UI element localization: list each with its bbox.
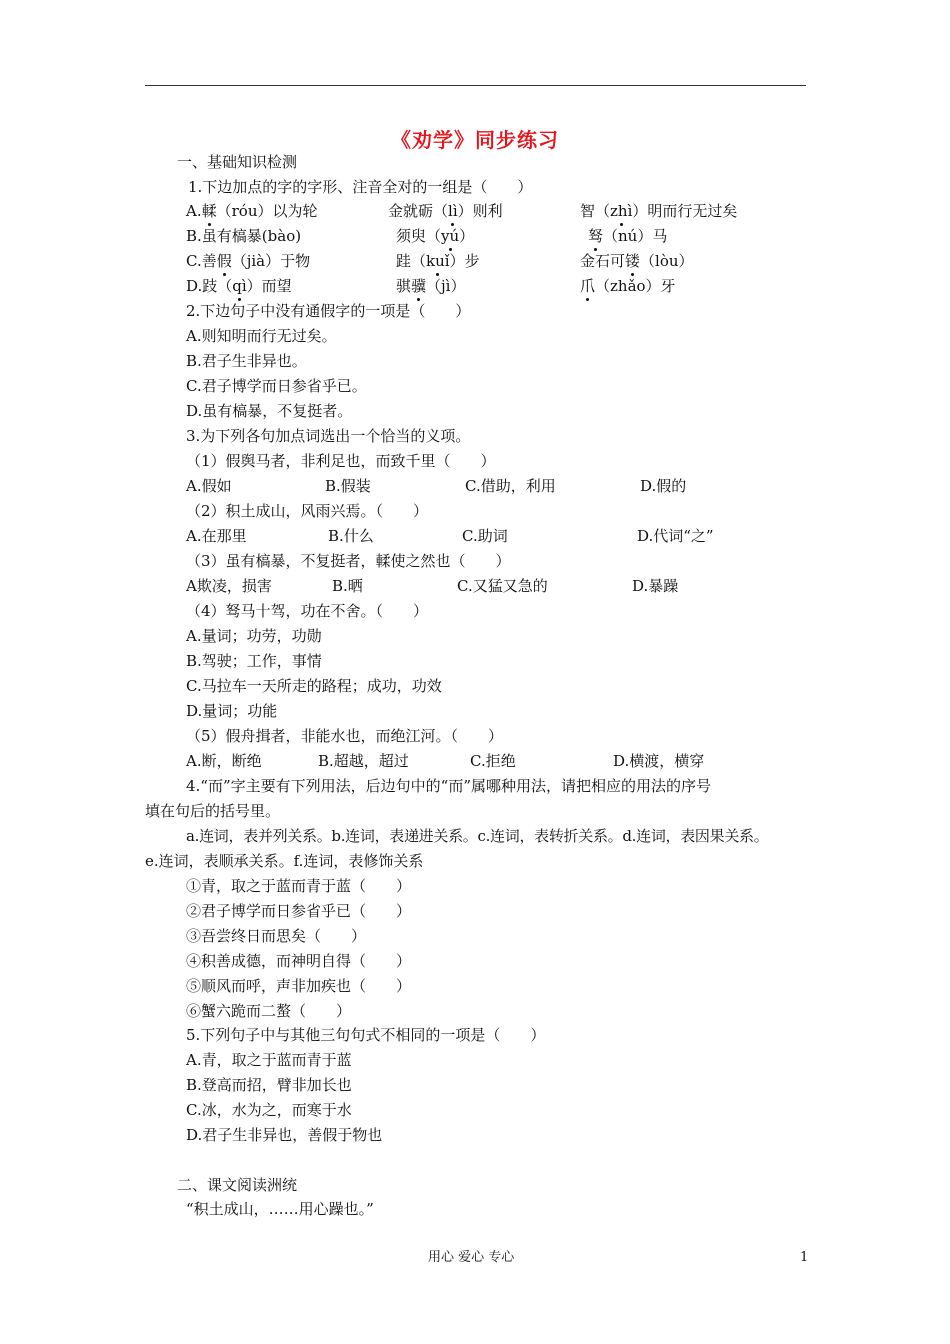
- q1-option-d1: D.跂（qì）而望: [186, 277, 292, 295]
- q3-stem: 3.为下列各句加点词选出一个恰当的义项。: [186, 427, 471, 445]
- q1-option-b1: B.虽有槁暴(bào): [186, 227, 302, 245]
- q3-sub5-option-d: D.横渡，横穿: [613, 752, 705, 770]
- q3-sub5-option-a: A.断，断绝: [186, 752, 262, 770]
- q4-stem-line2: 填在句后的括号里。: [145, 802, 281, 820]
- q4-item-1: ①青，取之于蓝而青于蓝（ ）: [186, 877, 412, 895]
- q3-sub2-option-b: B.什么: [328, 527, 374, 545]
- q5-stem: 5.下列句子中与其他三句句式不相同的一项是（ ）: [186, 1026, 546, 1044]
- q1-option-b2: 须臾（yú）: [396, 227, 475, 245]
- q3-sub4-option-b: B.驾驶；工作，事情: [186, 652, 322, 670]
- q3-sub4-option-c: C.马拉车一天所走的路程；成功，功效: [186, 677, 442, 695]
- q2-option-b: B.君子生非异也。: [186, 352, 307, 370]
- q3-sub4-option-d: D.量词；功能: [186, 702, 278, 720]
- section-heading-reading: 二、课文阅读洲统: [177, 1176, 298, 1194]
- q1-option-d3: 爪（zhǎo）牙: [580, 277, 676, 295]
- q3-sub2-option-d: D.代词“之”: [637, 527, 714, 545]
- q4-item-6: ⑥蟹六跪而二螯（ ）: [186, 1002, 352, 1020]
- q3-sub1-option-a: A.假如: [186, 477, 232, 495]
- q4-item-5: ⑤顺风而呼，声非加疾也（ ）: [186, 977, 412, 995]
- q1-option-a3: 智（zhì）明而行无过矣: [580, 202, 738, 220]
- q3-sub5: （5）假舟揖者，非能水也，而绝江河。（ ）: [186, 727, 504, 745]
- q4-item-2: ②君子博学而日参省乎已（ ）: [186, 902, 412, 920]
- q3-sub3-option-c: C.又猛又急的: [457, 577, 548, 595]
- footer-motto: 用心 爱心 专心: [428, 1250, 515, 1265]
- q4-stem-line1: 4.“而”字主要有下列用法，后边句中的“而”属哪种用法，请把相应的用法的序号: [186, 777, 711, 795]
- q3-sub1-option-d: D.假的: [640, 477, 687, 495]
- q3-sub3-option-d: D.暴躁: [632, 577, 679, 595]
- q1-option-c2: 跬（kuǐ）步: [396, 252, 480, 270]
- q3-sub2-option-a: A.在那里: [186, 527, 247, 545]
- q3-sub4-option-a: A.量词；功劳，功勋: [186, 627, 322, 645]
- q3-sub5-option-c: C.拒绝: [470, 752, 516, 770]
- q1-option-a2: 金就砺（lì）则利: [388, 202, 503, 220]
- q3-sub2-option-c: C.助词: [462, 527, 508, 545]
- page-title: 《劝学》同步练习: [391, 128, 559, 152]
- q3-sub1: （1）假舆马者，非利足也，而致千里（ ）: [186, 452, 496, 470]
- q1-option-d2: 骐骥（jì）: [396, 277, 466, 295]
- q3-sub3-option-b: B.晒: [332, 577, 363, 595]
- q1-option-a1: A.輮（róu）以为轮: [186, 202, 318, 220]
- q3-sub5-option-b: B.超越，超过: [318, 752, 409, 770]
- q3-sub1-option-c: C.借助，利用: [465, 477, 556, 495]
- q3-sub3: （3）虽有槁暴，不复挺者，輮使之然也（ ）: [186, 552, 511, 570]
- q5-option-a: A.青，取之于蓝而青于蓝: [186, 1051, 352, 1069]
- q4-usage-line1: a.连词，表并列关系。b.连词，表递进关系。c.连词，表转折关系。d.连词，表因果关系。: [186, 827, 769, 845]
- header-rule: [145, 85, 806, 86]
- q2-option-c: C.君子博学而日参省乎已。: [186, 377, 367, 395]
- q3-sub4: （4）驽马十驾，功在不舍。（ ）: [186, 602, 429, 620]
- q5-option-b: B.登高而招，臂非加长也: [186, 1076, 352, 1094]
- page-number: 1: [800, 1250, 809, 1265]
- q1-option-c1: C.善假（jià）于物: [186, 252, 311, 270]
- q1-stem: 1.下边加点的字的字形、注音全对的一组是（ ）: [188, 178, 533, 196]
- q2-stem: 2.下边句子中没有通假字的一项是（ ）: [186, 302, 471, 320]
- q5-option-c: C.冰，水为之，而寒于水: [186, 1101, 352, 1119]
- q3-sub2: （2）积土成山，风雨兴焉。（ ）: [186, 502, 429, 520]
- q1-option-c3: 金石可镂（lòu）: [580, 252, 694, 270]
- q4-usage-line2: e.连词，表顺承关系。f.连词，表修饰关系: [145, 852, 424, 870]
- passage-excerpt: “积土成山，……用心躁也。”: [186, 1200, 374, 1218]
- section-heading-basics: 一、基础知识检测: [177, 153, 298, 171]
- q4-item-4: ④积善成德，而神明自得（ ）: [186, 952, 412, 970]
- q5-option-d: D.君子生非异也，善假于物也: [186, 1126, 383, 1144]
- q3-sub3-option-a: A欺凌，损害: [186, 577, 272, 595]
- q2-option-a: A.则知明而行无过矣。: [186, 327, 337, 345]
- q2-option-d: D.虽有槁暴，不复挺者。: [186, 402, 353, 420]
- q4-item-3: ③吾尝终日而思矣（ ）: [186, 927, 367, 945]
- q1-option-b3: 驽（nú）马: [588, 227, 668, 245]
- q3-sub1-option-b: B.假装: [325, 477, 371, 495]
